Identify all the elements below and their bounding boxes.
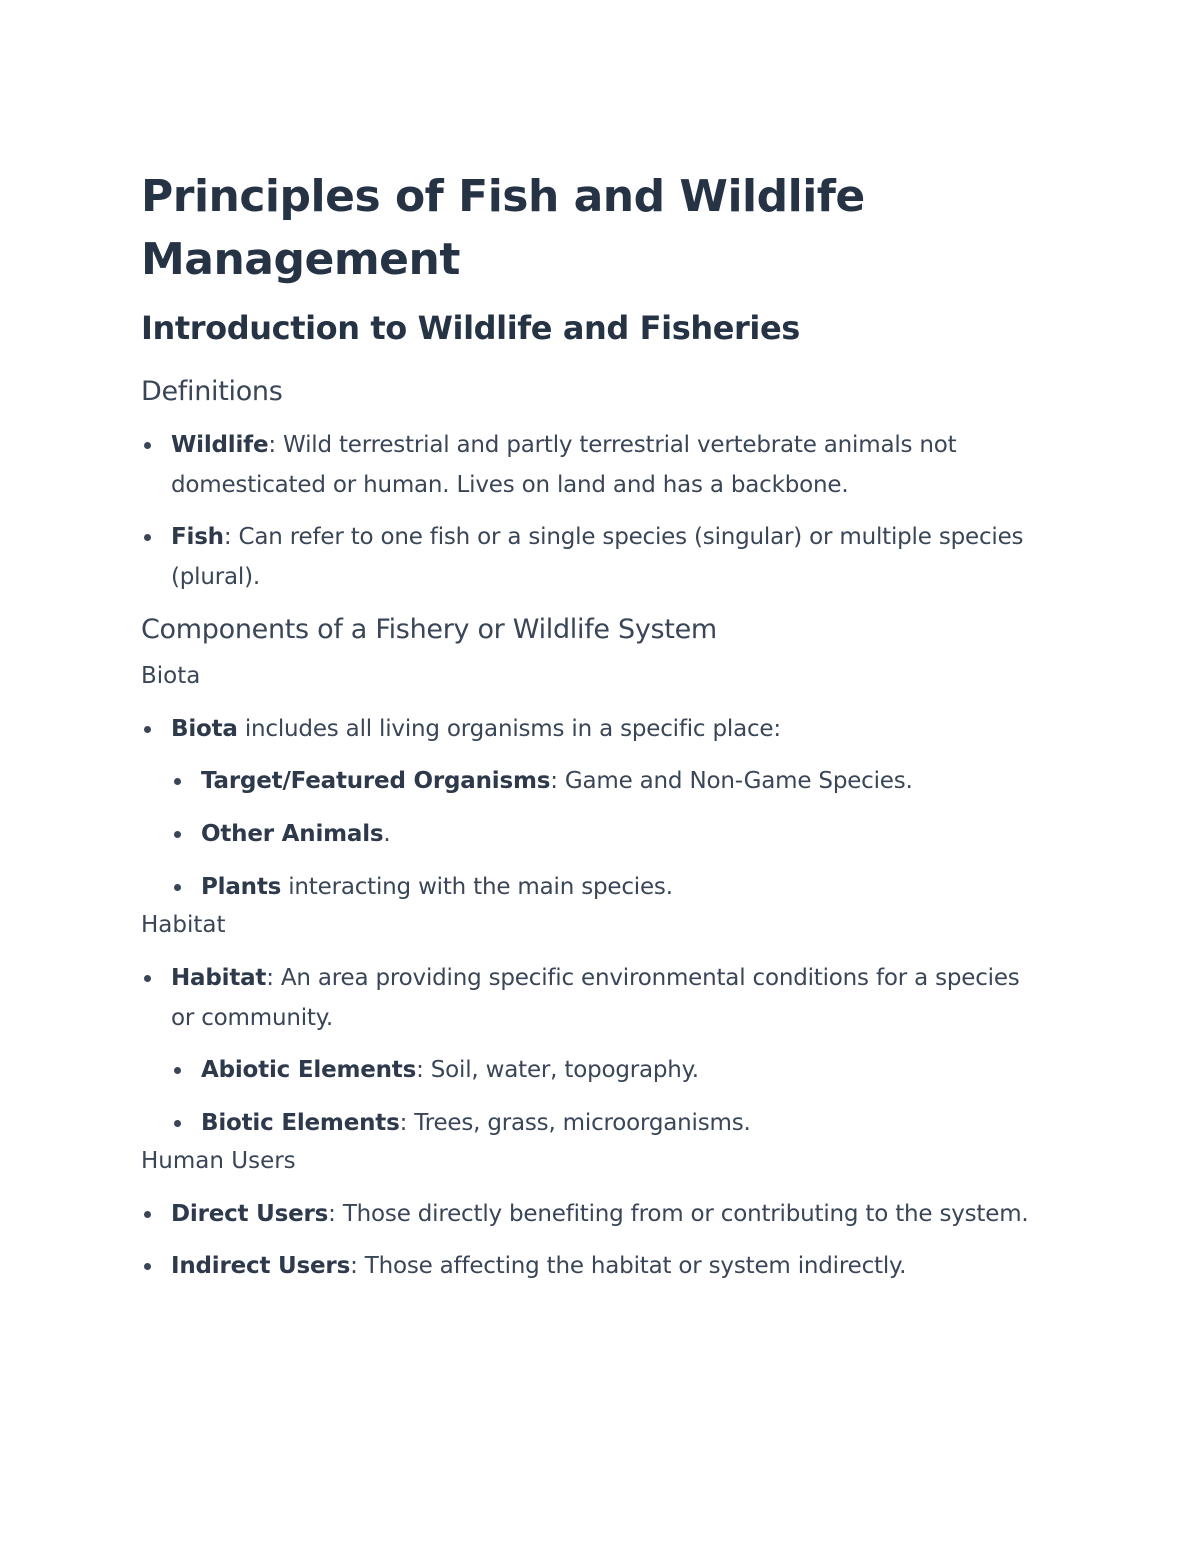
term-label: Other Animals [201, 821, 384, 847]
definition-text: : Those affecting the habitat or system indirectly. [350, 1253, 907, 1279]
human-users-list [141, 1194, 1041, 1286]
definition-text: Can refer to one fish or a single species (singular) or multiple species (plural). [171, 524, 1024, 590]
list-item [141, 709, 1041, 907]
habitat-list [141, 958, 1041, 1143]
term-label: Wildlife [171, 432, 269, 458]
biota-heading: Biota [141, 663, 201, 689]
components-heading: Components of a Fishery or Wildlife System [141, 614, 717, 645]
term-label: Direct Users [171, 1201, 329, 1227]
list-item [141, 958, 1041, 1143]
definition-text: : Trees, grass, microorganisms. [399, 1110, 751, 1136]
document-page [141, 165, 1041, 1298]
term-label: Habitat [171, 965, 267, 991]
biota-sublist [171, 761, 1041, 907]
list-item [141, 517, 1041, 597]
term-label: Fish [171, 524, 224, 550]
definition-text: includes all living organisms in a specific place: [237, 716, 781, 742]
list-item [141, 1194, 1041, 1234]
term-label: Biotic Elements [201, 1110, 400, 1136]
definitions-heading: Definitions [141, 376, 283, 407]
term-separator: : [268, 432, 276, 458]
definition-text: interacting with the main species. [281, 874, 673, 900]
biota-list [141, 709, 1041, 907]
habitat-sublist [171, 1050, 1041, 1143]
term-label: Target/Featured Organisms [201, 768, 551, 794]
term-separator: : [223, 524, 232, 550]
list-item [141, 1246, 1041, 1286]
term-label: Plants [201, 874, 282, 900]
human-users-heading: Human Users [141, 1148, 296, 1174]
list-item [141, 425, 1041, 505]
definition-text: : An area providing specific environmental conditions for a species or community. [171, 965, 1020, 1031]
list-item [171, 761, 1041, 801]
definitions-list [141, 425, 1041, 597]
definition-text: Wild terrestrial and partly terrestrial vertebrate animals not domesticated or human. Lives on land and has a backbone. [171, 432, 957, 498]
definition-text: : Those directly benefiting from or contributing to the system. [328, 1201, 1029, 1227]
definition-text: : Soil, water, topography. [416, 1057, 699, 1083]
list-item [171, 867, 1041, 907]
habitat-heading: Habitat [141, 912, 226, 938]
document-title: Principles of Fish and Wildlife Management [141, 171, 865, 285]
list-item [171, 814, 1041, 854]
definition-text: : Game and Non-Game Species. [550, 768, 913, 794]
list-item [171, 1103, 1041, 1143]
list-item [171, 1050, 1041, 1090]
definition-text: . [383, 821, 391, 847]
term-label: Abiotic Elements [201, 1057, 417, 1083]
section-heading: Introduction to Wildlife and Fisheries [141, 309, 800, 347]
term-label: Indirect Users [171, 1253, 351, 1279]
term-label: Biota [171, 716, 238, 742]
